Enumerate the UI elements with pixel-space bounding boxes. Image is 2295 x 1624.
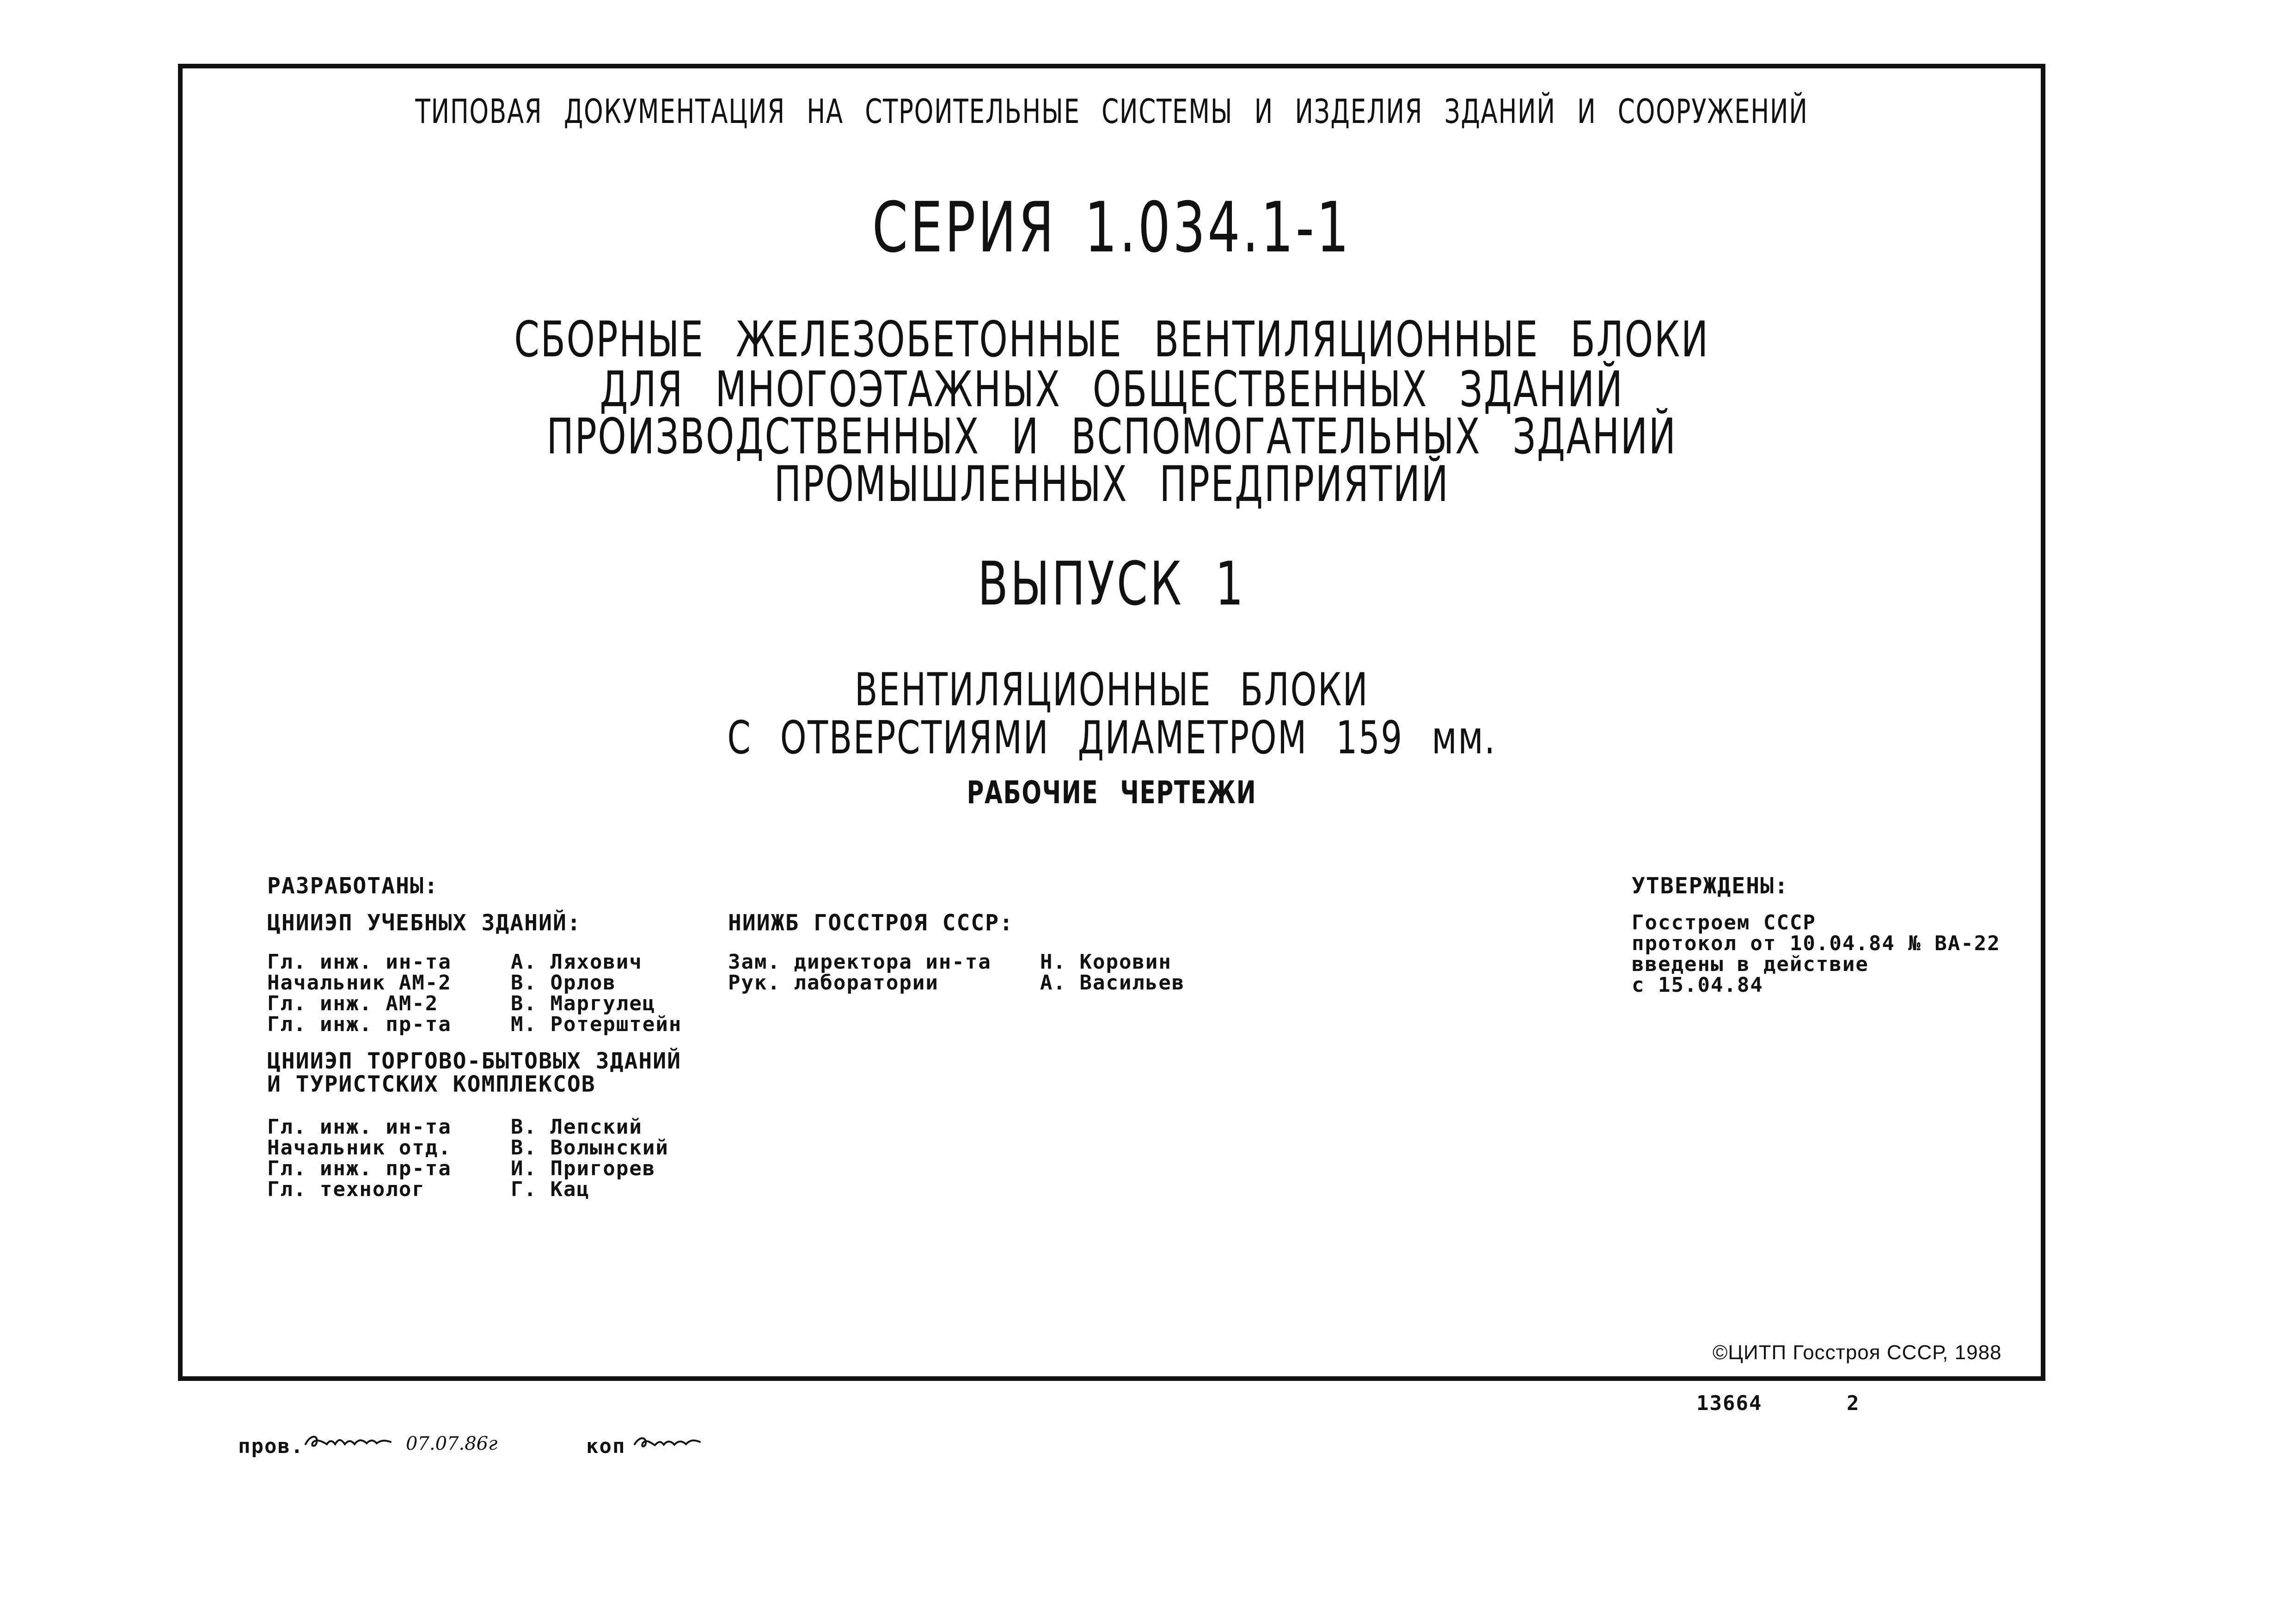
org-2-position-1: Гл. инж. ин-та — [267, 1115, 452, 1139]
title-line-2: ДЛЯ МНОГОЭТАЖНЫХ ОБЩЕСТВЕННЫХ ЗДАНИЙ — [600, 361, 1624, 418]
org-2-position-4: Гл. технолог — [267, 1178, 425, 1201]
checked-signature — [303, 1431, 398, 1450]
org-2-position-2: Начальник отд. — [267, 1136, 452, 1160]
org-3-person-1: Н. Коровин — [1040, 950, 1172, 974]
org-1-person-2: В. Орлов — [511, 971, 616, 995]
developed-heading: РАЗРАБОТАНЫ: — [267, 873, 439, 899]
issue-subtitle-2: С ОТВЕРСТИЯМИ ДИАМЕТРОМ 159 мм. — [727, 712, 1496, 764]
org-3-position-2: Рук. лаборатории — [728, 971, 939, 995]
org-1-person-1: А. Ляхович — [511, 950, 643, 974]
org-1-person-3: В. Маргулец — [511, 992, 656, 1015]
org-3-person-2: А. Васильев — [1040, 971, 1185, 995]
approved-line-3: введены в действие — [1632, 952, 1869, 976]
copied-signature — [632, 1432, 703, 1451]
org-2-person-3: И. Пригорев — [511, 1157, 656, 1180]
title-line-4: ПРОМЫШЛЕННЫХ ПРЕДПРИЯТИЙ — [774, 456, 1450, 513]
document-kind: РАБОЧИЕ ЧЕРТЕЖИ — [967, 775, 1257, 811]
org-1-name: ЦНИИЭП УЧЕБНЫХ ЗДАНИЙ: — [267, 910, 581, 936]
title-line-3: ПРОИЗВОДСТВЕННЫХ И ВСПОМОГАТЕЛЬНЫХ ЗДАНИЙ — [546, 408, 1677, 465]
copyright-notice: ©ЦИТП Госстроя СССР, 1988 — [1713, 1341, 2002, 1364]
org-2-name-line-1: ЦНИИЭП ТОРГОВО-БЫТОВЫХ ЗДАНИЙ — [267, 1048, 682, 1074]
approved-heading: УТВЕРЖДЕНЫ: — [1632, 873, 1789, 899]
org-1-position-4: Гл. инж. пр-та — [267, 1013, 452, 1036]
checked-date: 07.07.86г — [406, 1433, 498, 1454]
approved-line-2: протокол от 10.04.84 № ВА-22 — [1632, 932, 2001, 955]
org-1-position-1: Гл. инж. ин-та — [267, 950, 452, 974]
issue-subtitle-1: ВЕНТИЛЯЦИОННЫЕ БЛОКИ — [854, 664, 1369, 716]
registration-number: 13664 — [1696, 1392, 1763, 1415]
org-1-position-3: Гл. инж. АМ-2 — [267, 992, 439, 1015]
approved-line-1: Госстроем СССР — [1632, 911, 1816, 934]
title-line-1: СБОРНЫЕ ЖЕЛЕЗОБЕТОННЫЕ ВЕНТИЛЯЦИОННЫЕ БЛОКИ — [514, 311, 1709, 368]
org-1-position-2: Начальник АМ-2 — [267, 971, 452, 995]
issue-label: ВЫПУСК 1 — [978, 549, 1246, 619]
org-2-position-3: Гл. инж. пр-та — [267, 1157, 452, 1180]
checked-label: пров. — [238, 1435, 304, 1458]
org-3-position-1: Зам. директора ин-та — [728, 950, 991, 974]
documentation-type: ТИПОВАЯ ДОКУМЕНТАЦИЯ НА СТРОИТЕЛЬНЫЕ СИСТЕМЫ И ИЗДЕЛИЯ ЗДАНИЙ И СООРУЖЕНИЙ — [415, 92, 1808, 131]
copied-label: коп — [586, 1435, 626, 1458]
sheet-number: 2 — [1847, 1392, 1860, 1415]
org-2-person-4: Г. Кац — [511, 1178, 590, 1201]
series-number: СЕРИЯ 1.034.1-1 — [872, 188, 1352, 268]
org-2-person-2: В. Волынский — [511, 1136, 669, 1160]
org-2-person-1: В. Лепский — [511, 1115, 643, 1139]
org-3-name: НИИЖБ ГОССТРОЯ СССР: — [728, 910, 1014, 936]
org-2-name-line-2: И ТУРИСТСКИХ КОМПЛЕКСОВ — [267, 1071, 596, 1097]
approved-line-4: с 15.04.84 — [1632, 973, 1763, 997]
org-1-person-4: М. Ротерштейн — [511, 1013, 682, 1036]
